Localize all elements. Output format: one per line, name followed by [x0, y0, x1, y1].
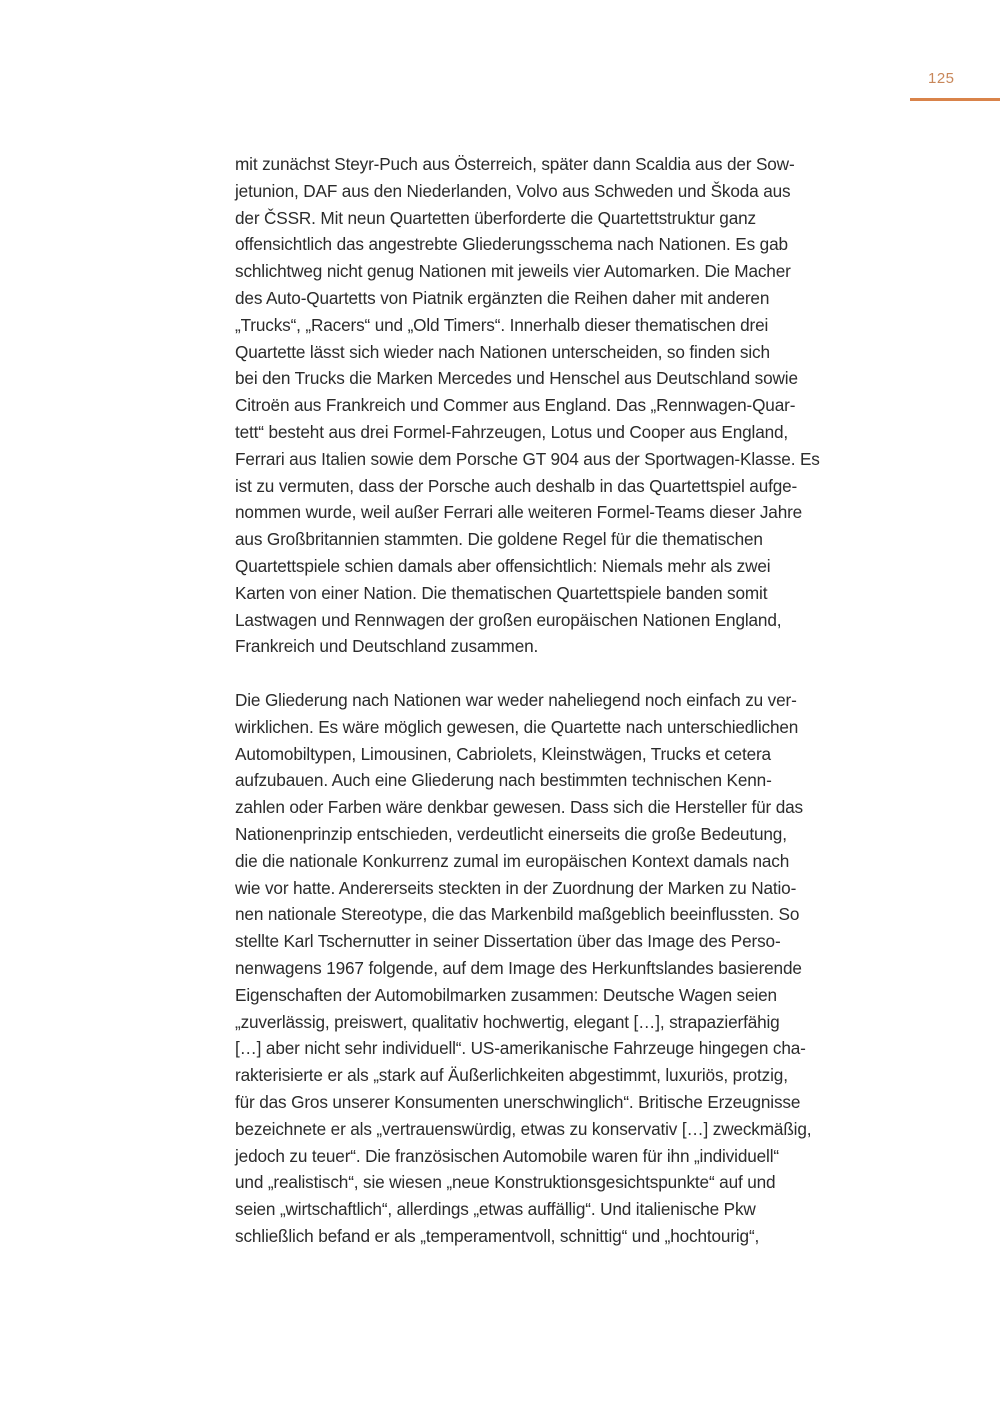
text-line: Lastwagen und Rennwagen der großen europäischen Nationen England,: [235, 609, 782, 630]
paragraph-2: [235, 687, 905, 1250]
text-line: nen nationale Stereotype, die das Markenbild maßgeblich beeinflussten. So: [235, 904, 800, 925]
text-line: und „realistisch“, sie wiesen „neue Konstruktionsgesichtspunkte“ auf und: [235, 1172, 776, 1193]
paragraph-1: [235, 151, 905, 660]
text-line: seien „wirtschaftlich“, allerdings „etwas auffällig“. Und italienische Pkw: [235, 1199, 756, 1220]
text-line: für das Gros unserer Konsumenten unerschwinglich“. Britische Erzeugnisse: [235, 1091, 801, 1112]
text-line: nenwagens 1967 folgende, auf dem Image des Herkunftslandes basierende: [235, 957, 802, 978]
text-line: zahlen oder Farben wäre denkbar gewesen. Dass sich die Hersteller für das: [235, 797, 803, 818]
text-line: ist zu vermuten, dass der Porsche auch deshalb in das Quartettspiel aufge-: [235, 475, 798, 496]
text-line: aufzubauen. Auch eine Gliederung nach bestimmten technischen Kenn-: [235, 770, 772, 791]
text-line: die die nationale Konkurrenz zumal im europäischen Kontext damals nach: [235, 850, 790, 871]
text-line: Frankreich und Deutschland zusammen.: [235, 636, 539, 657]
text-line: schlichtweg nicht genug Nationen mit jeweils vier Automarken. Die Macher: [235, 261, 791, 282]
text-line: Ferrari aus Italien sowie dem Porsche GT 904 aus der Sportwagen-Klasse. Es: [235, 448, 820, 469]
text-line: Karten von einer Nation. Die thematischen Quartettspiele banden somit: [235, 582, 768, 603]
text-line: Citroën aus Frankreich und Commer aus England. Das „Rennwagen-Quar-: [235, 395, 796, 416]
text-line: jedoch zu teuer“. Die französischen Automobile waren für ihn „individuell“: [235, 1145, 779, 1166]
text-line: tett“ besteht aus drei Formel-Fahrzeugen, Lotus und Cooper aus England,: [235, 421, 789, 442]
text-line: „Trucks“, „Racers“ und „Old Timers“. Innerhalb dieser thematischen drei: [235, 314, 769, 335]
text-line: wirklichen. Es wäre möglich gewesen, die Quartette nach unterschiedlichen: [235, 716, 799, 737]
text-line: Eigenschaften der Automobilmarken zusammen: Deutsche Wagen seien: [235, 984, 777, 1005]
text-line: schließlich befand er als „temperamentvoll, schnittig“ und „hochtourig“,: [235, 1225, 760, 1246]
text-line: mit zunächst Steyr-Puch aus Österreich, später dann Scaldia aus der Sow-: [235, 154, 795, 174]
text-line: jetunion, DAF aus den Niederlanden, Volvo aus Schweden und Škoda aus: [235, 180, 791, 201]
text-line: der ČSSR. Mit neun Quartetten überforderte die Quartettstruktur ganz: [235, 207, 756, 228]
text-line: Die Gliederung nach Nationen war weder naheliegend noch einfach zu ver-: [235, 690, 797, 710]
text-line: […] aber nicht sehr individuell“. US-amerikanische Fahrzeuge hingegen cha-: [235, 1038, 806, 1059]
text-line: bezeichnete er als „vertrauenswürdig, etwas zu konservativ […] zweckmäßig,: [235, 1118, 812, 1139]
text-line: rakterisierte er als „stark auf Äußerlichkeiten abgestimmt, luxuriös, protzig,: [235, 1065, 788, 1086]
text-line: Quartette lässt sich wieder nach Nationen unterscheiden, so finden sich: [235, 341, 770, 362]
text-line: Quartettspiele schien damals aber offensichtlich: Niemals mehr als zwei: [235, 555, 771, 576]
text-line: Nationenprinzip entschieden, verdeutlicht einerseits die große Bedeutung,: [235, 823, 787, 844]
text-line: Automobiltypen, Limousinen, Cabriolets, Kleinstwägen, Trucks et cetera: [235, 743, 771, 764]
text-line: offensichtlich das angestrebte Gliederungsschema nach Nationen. Es gab: [235, 234, 788, 255]
text-line: wie vor hatte. Andererseits steckten in der Zuordnung der Marken zu Natio-: [235, 877, 797, 898]
text-line: des Auto-Quartetts von Piatnik ergänzten die Reihen daher mit anderen: [235, 287, 770, 308]
page-number: 125: [928, 70, 955, 87]
header-rule: [910, 98, 1000, 101]
text-line: stellte Karl Tschernutter in seiner Dissertation über das Image des Perso-: [235, 931, 781, 952]
text-line: bei den Trucks die Marken Mercedes und Henschel aus Deutschland sowie: [235, 368, 798, 389]
text-line: nommen wurde, weil außer Ferrari alle weiteren Formel-Teams dieser Jahre: [235, 502, 803, 523]
text-line: aus Großbritannien stammten. Die goldene Regel für die thematischen: [235, 529, 763, 550]
text-line: „zuverlässig, preiswert, qualitativ hochwertig, elegant […], strapazierfähig: [235, 1011, 780, 1032]
